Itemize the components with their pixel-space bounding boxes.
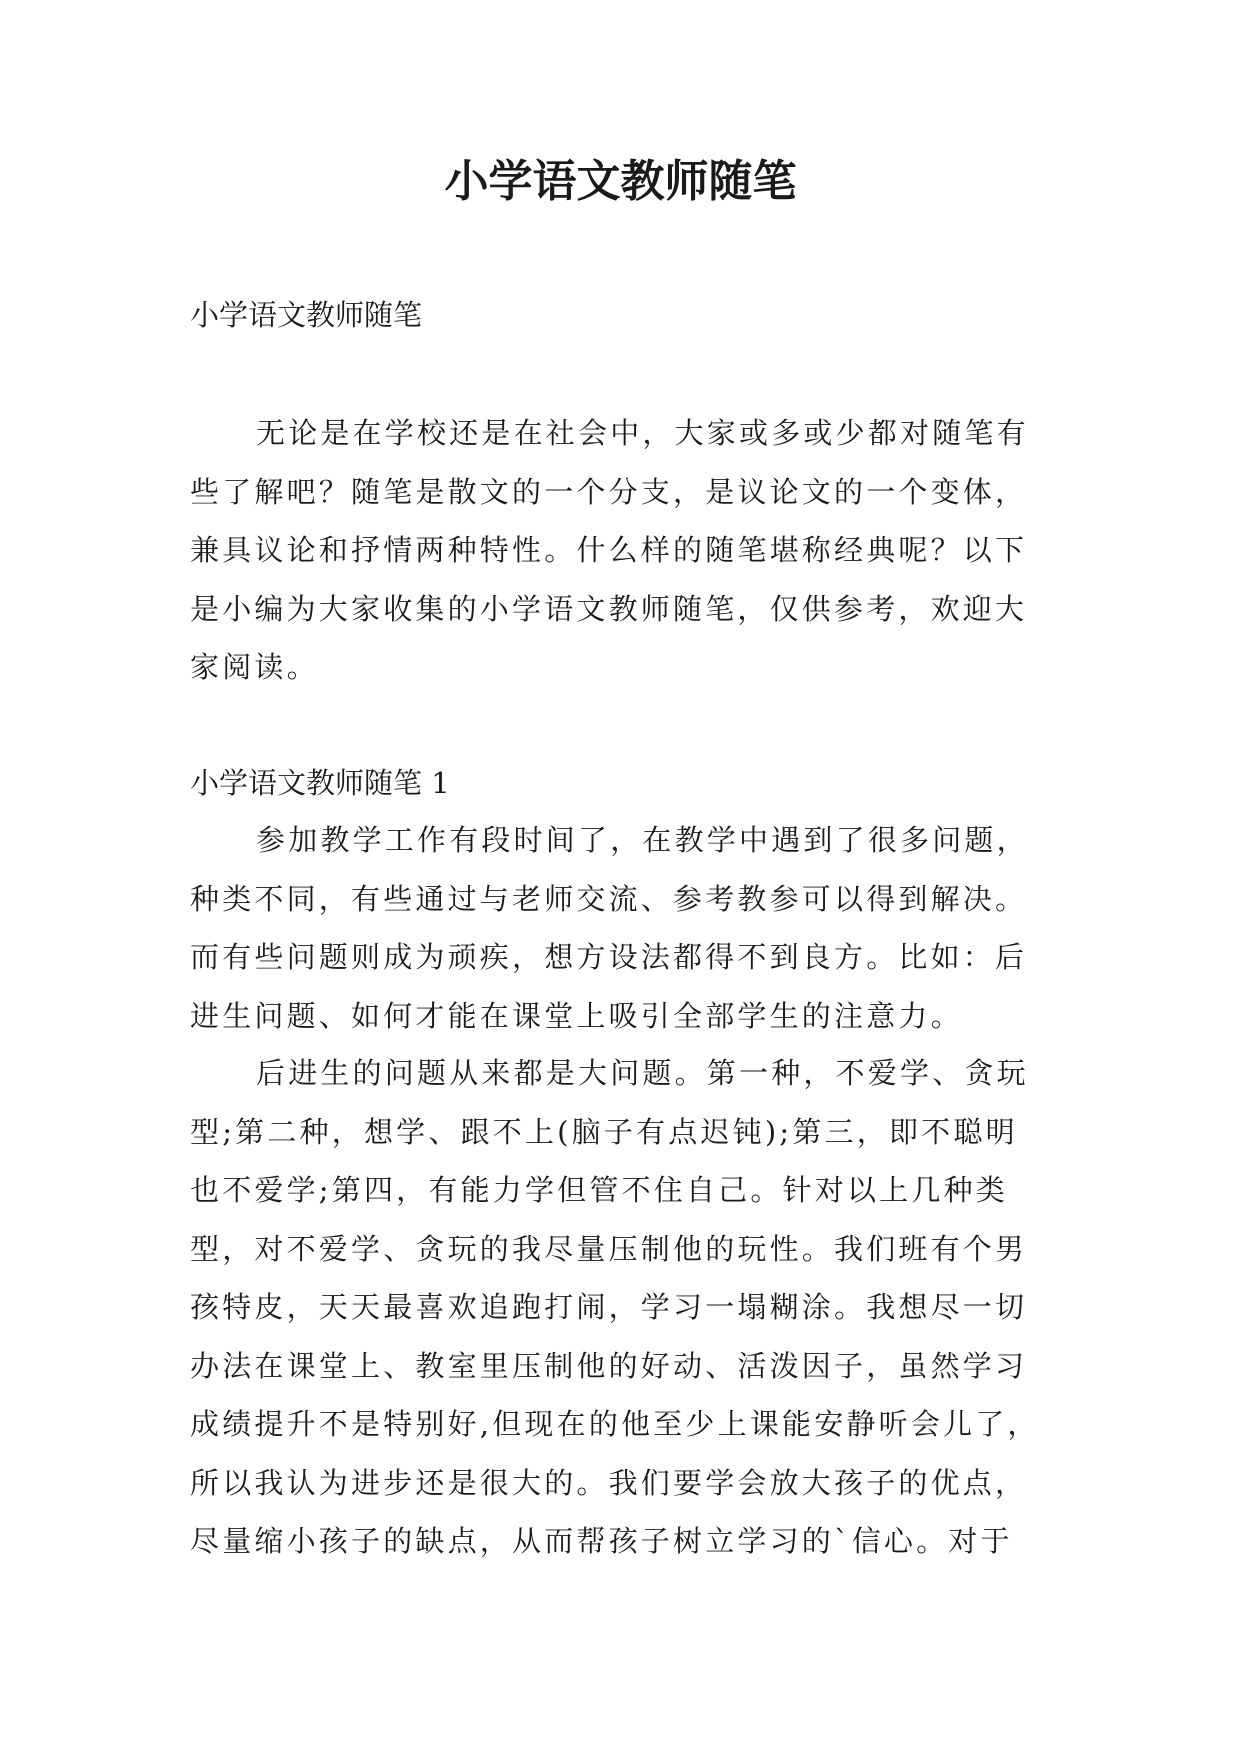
- text-line: 孩特皮，天天最喜欢追跑打闹，学习一塌糊涂。我想尽一切: [190, 1290, 1028, 1324]
- text-line: 也不爱学;第四，有能力学但管不住自己。针对以上几种类: [190, 1173, 1008, 1207]
- text-line: 而有些问题则成为顽疾，想方设法都得不到良方。比如：后: [190, 940, 1028, 974]
- text-line: 后进生的问题从来都是大问题。第一种，不爱学、贪玩: [256, 1056, 1029, 1090]
- body-paragraph: [190, 811, 1050, 1045]
- text-line: 无论是在学校还是在社会中，大家或多或少都对随笔有: [256, 416, 1029, 450]
- section-heading: 小学语文教师随笔 1: [190, 766, 450, 800]
- text-line: 进生问题、如何才能在课堂上吸引全部学生的注意力。: [190, 998, 963, 1033]
- text-line: 参加教学工作有段时间了，在教学中遇到了很多问题，: [256, 823, 1029, 857]
- document-title: 小学语文教师随笔: [444, 156, 797, 207]
- text-line: 种类不同，有些通过与老师交流、参考教参可以得到解决。: [190, 881, 1028, 916]
- text-line: 兼具议论和抒情两种特性。什么样的随笔堪称经典呢？以下: [190, 533, 1028, 567]
- text-line: 尽量缩小孩子的缺点，从而帮孩子树立学习的`信心。对于: [190, 1524, 1013, 1558]
- text-line: 型;第二种，想学、跟不上(脑子有点迟钝);第三，即不聪明: [190, 1114, 1018, 1149]
- text-line: 家阅读。: [190, 650, 319, 684]
- text-line: 些了解吧？随笔是散文的一个分支，是议论文的一个变体，: [190, 474, 1028, 509]
- body-paragraph: [190, 1044, 1050, 1571]
- document-subtitle: 小学语文教师随笔: [190, 298, 423, 332]
- text-line: 所以我认为进步还是很大的。我们要学会放大孩子的优点，: [190, 1465, 1028, 1500]
- intro-paragraph: [190, 404, 1050, 697]
- text-line: 是小编为大家收集的小学语文教师随笔，仅供参考，欢迎大: [190, 591, 1028, 626]
- text-line: 型，对不爱学、贪玩的我尽量压制他的玩性。我们班有个男: [190, 1231, 1028, 1266]
- text-line: 成绩提升不是特别好,但现在的他至少上课能安静听会儿了，: [190, 1407, 1040, 1441]
- text-line: 办法在课堂上、教室里压制他的好动、活泼因子，虽然学习: [190, 1348, 1028, 1383]
